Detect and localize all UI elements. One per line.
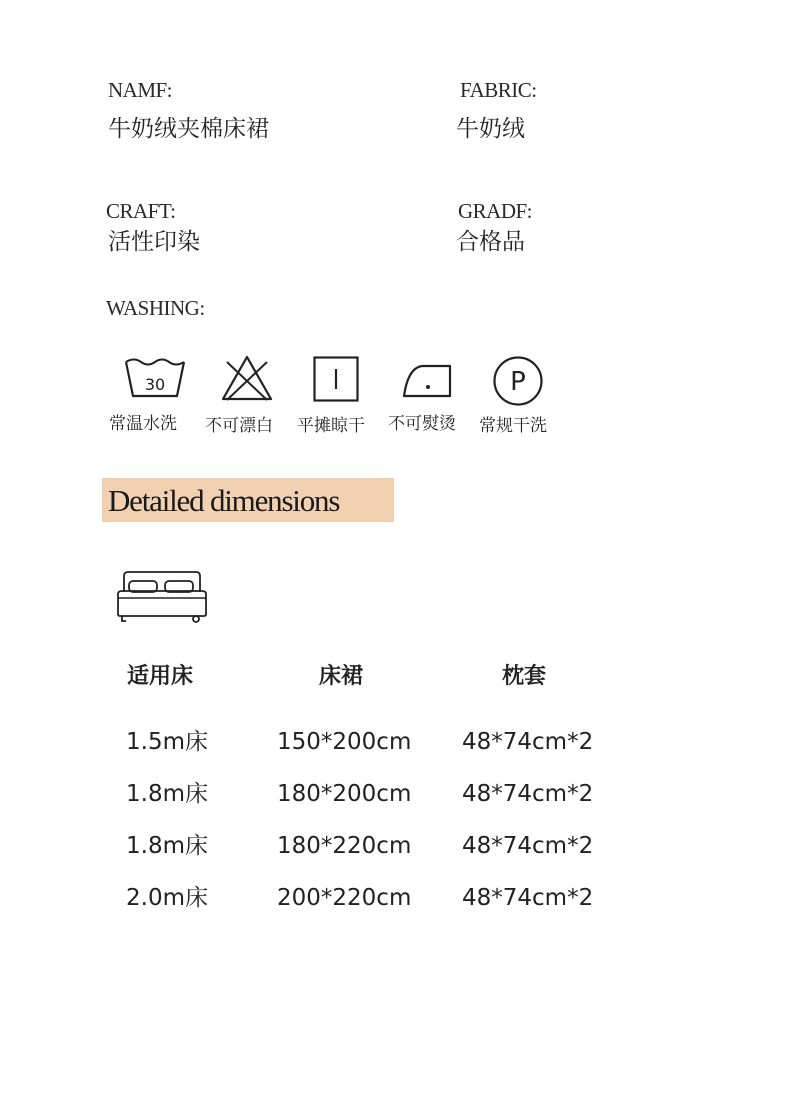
no-bleach-icon bbox=[221, 354, 273, 402]
line-dry-icon bbox=[313, 356, 359, 402]
table-cell: 48*74cm*2 bbox=[462, 781, 594, 807]
table-cell: 180*220cm bbox=[277, 833, 412, 859]
washing-label: WASHING: bbox=[106, 296, 205, 320]
wash-label-no-iron: 不可熨烫 bbox=[388, 414, 456, 434]
dry-clean-p-icon bbox=[492, 355, 544, 407]
table-cell: 180*200cm bbox=[277, 781, 412, 807]
wash-label-dry-clean: 常规干洗 bbox=[479, 416, 547, 436]
wash-label-line-dry: 平摊晾干 bbox=[297, 416, 365, 436]
fabric-label: FABRIC: bbox=[460, 78, 537, 102]
craft-label: CRAFT: bbox=[106, 199, 176, 223]
table-cell: 48*74cm*2 bbox=[462, 729, 594, 755]
wash-temp-text: 30 bbox=[144, 375, 166, 394]
fabric-value: 牛奶绒 bbox=[456, 116, 525, 142]
table-cell: 150*200cm bbox=[277, 729, 412, 755]
dimensions-title: Detailed dimensions bbox=[108, 482, 340, 518]
dimensions-banner bbox=[102, 478, 394, 522]
wash-30-icon bbox=[124, 356, 186, 400]
header-bed-size: 适用床 bbox=[127, 664, 194, 689]
table-cell: 1.8m床 bbox=[126, 833, 208, 859]
table-cell: 2.0m床 bbox=[126, 885, 208, 911]
grade-value: 合格品 bbox=[456, 229, 525, 255]
wash-label-no-bleach: 不可漂白 bbox=[205, 416, 273, 436]
header-pillowcase: 枕套 bbox=[502, 664, 547, 689]
table-cell: 1.8m床 bbox=[126, 781, 208, 807]
name-label: NAMF: bbox=[108, 78, 173, 102]
craft-value: 活性印染 bbox=[108, 229, 200, 255]
bed-icon bbox=[114, 570, 210, 628]
header-bed-skirt: 床裙 bbox=[319, 664, 364, 689]
name-value: 牛奶绒夹棉床裙 bbox=[108, 116, 269, 142]
dry-clean-letter: P bbox=[510, 367, 526, 397]
table-cell: 1.5m床 bbox=[126, 729, 208, 755]
table-cell: 200*220cm bbox=[277, 885, 412, 911]
no-iron-icon bbox=[400, 360, 454, 400]
wash-label-normal: 常温水洗 bbox=[109, 414, 177, 434]
table-cell: 48*74cm*2 bbox=[462, 833, 594, 859]
grade-label: GRADF: bbox=[458, 199, 533, 223]
table-cell: 48*74cm*2 bbox=[462, 885, 594, 911]
